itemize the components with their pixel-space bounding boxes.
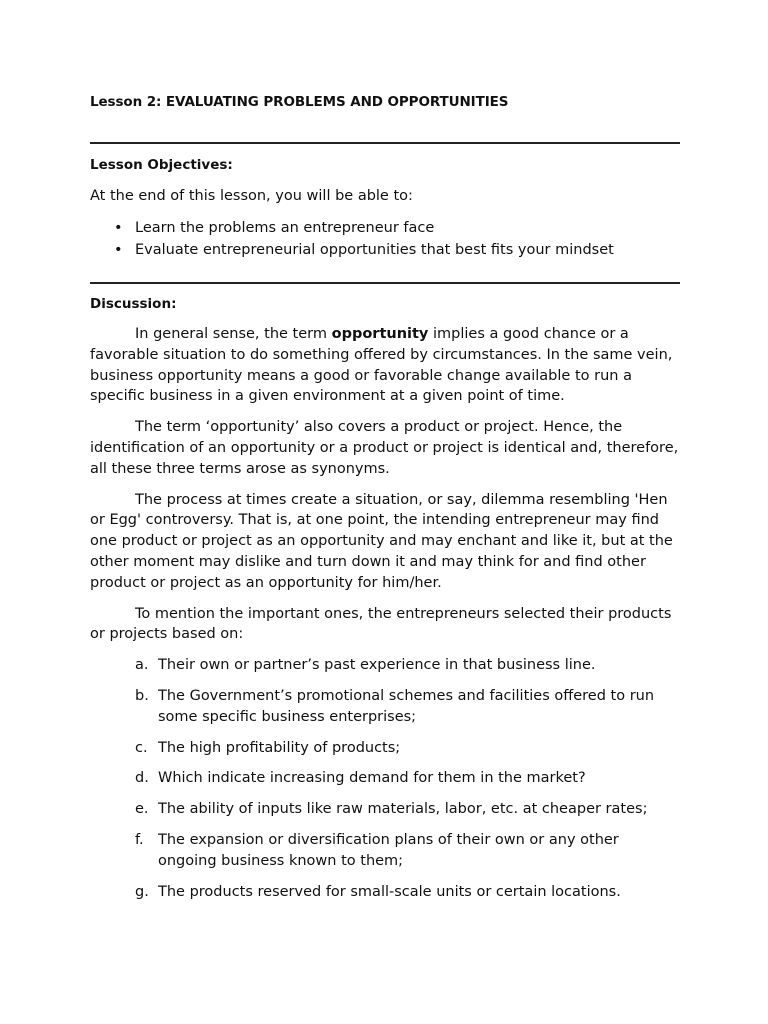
list-item-text: The products reserved for small-scale units or certain locations. <box>158 883 621 900</box>
objective-text: Learn the problems an entrepreneur face <box>135 220 435 236</box>
discussion-heading: Discussion: <box>90 296 177 312</box>
discussion-paragraph-3: The process at times create a situation, or say, dilemma resembling 'Hen or Egg' controversy. That is, at one point, the intending entrepreneur may find one product or project as an opportunity and may enchant and like it, but at the other moment may dislike and turn down it and may think for and find other product or project as an opportunity for him/her. <box>90 491 673 591</box>
list-item <box>90 882 680 903</box>
list-item-text: The ability of inputs like raw materials, labor, etc. at cheaper rates; <box>158 801 648 818</box>
list-item-text: The expansion or diversification plans of their own or any other ongoing business known to them; <box>158 831 619 869</box>
objectives-heading: Lesson Objectives: <box>90 157 233 173</box>
document-page <box>90 0 680 1024</box>
objective-item <box>90 239 614 261</box>
objective-text: Evaluate entrepreneurial opportunities that best fits your mindset <box>135 242 614 258</box>
list-marker: f. <box>135 831 144 848</box>
list-marker: c. <box>135 739 148 756</box>
section-divider-bottom <box>90 282 680 284</box>
section-divider-top <box>90 142 680 144</box>
list-marker: g. <box>135 883 149 900</box>
list-item-text: Their own or partner’s past experience in that business line. <box>158 657 596 674</box>
discussion-paragraph-1 <box>90 324 680 407</box>
list-item <box>90 655 680 676</box>
objective-item <box>90 217 614 239</box>
bullet-icon: • <box>114 220 123 236</box>
list-item-text: Which indicate increasing demand for them in the market? <box>158 770 586 787</box>
list-item <box>90 738 680 759</box>
list-item <box>90 830 680 872</box>
bold-term: opportunity <box>331 326 429 342</box>
list-marker: e. <box>135 801 149 818</box>
list-marker: b. <box>135 687 149 704</box>
bullet-icon: • <box>114 242 123 258</box>
discussion-body <box>90 324 680 912</box>
objectives-intro: At the end of this lesson, you will be able to: <box>90 188 413 204</box>
paragraph-text: In general sense, the term <box>135 326 332 342</box>
objectives-list <box>90 217 614 261</box>
list-marker: a. <box>135 657 149 674</box>
list-item-text: The Government’s promotional schemes and facilities offered to run some specific business enterprises; <box>158 687 655 725</box>
lesson-title: Lesson 2: EVALUATING PROBLEMS AND OPPORTUNITIES <box>90 94 509 110</box>
list-marker: d. <box>135 770 149 787</box>
discussion-paragraph-2: The term ‘opportunity’ also covers a product or project. Hence, the identification of an opportunity or a product or project is identical and, therefore, all these three terms arose as synonyms. <box>90 419 679 477</box>
discussion-paragraph-4: To mention the important ones, the entrepreneurs selected their products or projects based on: <box>90 605 672 643</box>
list-item-text: The high profitability of products; <box>158 739 401 756</box>
paragraph-text: implies a good chance or a favorable situation to do something offered by circumstances. In the same vein, business opportunity means a good or favorable change available to run a specific business in a given environment at a given point of time. <box>90 326 673 405</box>
list-item <box>90 686 680 728</box>
list-item <box>90 768 680 789</box>
list-item <box>90 799 680 820</box>
selection-criteria-list <box>90 655 680 902</box>
